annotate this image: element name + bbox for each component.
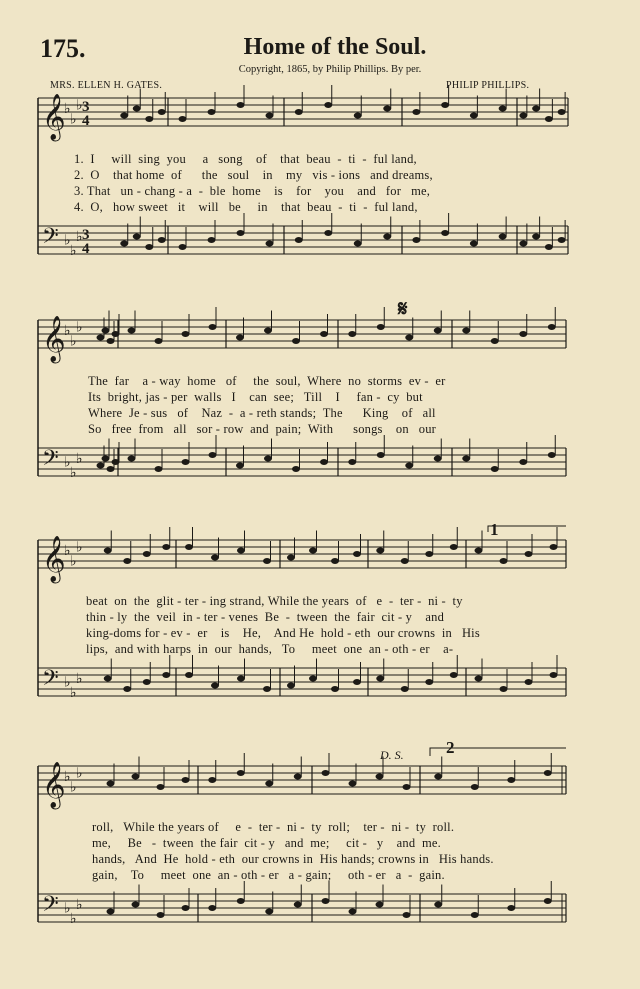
flat-sign: ♭ <box>70 912 77 927</box>
note-head <box>507 777 515 783</box>
note-head <box>185 672 193 678</box>
bass-clef: 𝄢 <box>42 666 59 695</box>
note-head <box>320 459 328 465</box>
flat-sign: ♭ <box>76 766 83 782</box>
note-head <box>292 338 300 344</box>
note-head <box>179 244 187 250</box>
note-head <box>266 113 274 119</box>
note-head <box>545 116 553 122</box>
second-ending-marker: 2 <box>446 738 455 757</box>
note-head <box>208 777 216 783</box>
flat-sign: ♭ <box>76 540 83 556</box>
flat-sign: ♭ <box>76 898 83 913</box>
note-head <box>525 679 533 685</box>
flat-sign: ♭ <box>64 324 71 339</box>
lyric-line: Where Je - sus of Naz - a - reth stands; The King of all <box>88 406 436 420</box>
first-ending-bracket <box>488 526 566 532</box>
note-head <box>120 241 128 247</box>
note-head <box>102 456 110 462</box>
lyric-line: 2. O that home of the soul in my vis - ions and dreams, <box>74 168 433 182</box>
note-head <box>143 679 151 685</box>
lyric-line: 3. That un - chang - a - ble home is for you and for me, <box>74 184 431 198</box>
note-head <box>158 237 166 243</box>
note-head <box>97 463 105 469</box>
note-head <box>155 338 163 344</box>
flat-sign: ♭ <box>76 320 83 336</box>
note-head <box>348 459 356 465</box>
note-head <box>133 106 141 112</box>
time-signature: 3 <box>82 99 90 115</box>
note-head <box>185 544 193 550</box>
time-signature: 3 <box>82 227 90 243</box>
note-head <box>450 544 458 550</box>
note-head <box>470 241 478 247</box>
note-head <box>349 909 357 915</box>
note-head <box>550 544 558 550</box>
note-head <box>237 230 245 236</box>
lyric-line: me, Be - tween the fair cit - y and me; cit - y and me. <box>92 836 441 850</box>
lyric-line: beat on the glit - ter - ing strand, While the years of e - ter - ni - ty <box>86 594 463 608</box>
note-head <box>376 774 384 780</box>
note-head <box>264 328 272 334</box>
note-head <box>434 456 442 462</box>
note-head <box>236 335 244 341</box>
note-head <box>499 106 507 112</box>
flat-sign: ♭ <box>64 901 71 917</box>
note-head <box>558 237 566 243</box>
note-head <box>107 466 115 472</box>
flat-sign: ♭ <box>70 780 77 796</box>
note-head <box>107 909 115 915</box>
note-head <box>525 551 533 557</box>
note-head <box>263 558 271 564</box>
note-head <box>532 234 540 240</box>
note-head <box>507 905 515 911</box>
note-head <box>157 912 165 918</box>
note-head <box>158 109 166 115</box>
note-head <box>519 241 527 247</box>
note-head <box>309 548 317 554</box>
note-head <box>401 686 409 692</box>
lyric-line: roll, While the years of e - ter - ni - ty roll; ter - ni - ty roll. <box>92 820 455 834</box>
dal-segno-mark: D. S. <box>380 748 404 762</box>
note-head <box>209 324 217 330</box>
note-head <box>434 774 442 780</box>
note-head <box>132 774 140 780</box>
hymn-number: 175. <box>40 34 86 63</box>
note-head <box>558 109 566 115</box>
note-head <box>470 113 478 119</box>
lyric-line: lips, and with harps in our hands, To meet one an - oth - er a- <box>86 642 454 656</box>
note-head <box>237 770 245 776</box>
note-head <box>545 244 553 250</box>
note-head <box>354 113 362 119</box>
note-head <box>324 230 332 236</box>
treble-clef: 𝄞 <box>42 316 66 361</box>
hymn-title: Home of the Soul. <box>243 34 427 60</box>
note-head <box>237 898 245 904</box>
lyric-line: So free from all sor - row and pain; With songs on our <box>88 422 437 436</box>
note-head <box>412 109 420 115</box>
note-head <box>104 548 112 554</box>
note-head <box>162 544 170 550</box>
note-head <box>376 548 384 554</box>
flat-sign: ♭ <box>70 244 77 259</box>
note-head <box>182 331 190 337</box>
note-head <box>412 237 420 243</box>
note-head <box>112 331 120 337</box>
note-head <box>97 335 105 341</box>
note-head <box>295 237 303 243</box>
treble-clef: 𝄞 <box>42 762 66 807</box>
note-head <box>132 902 140 908</box>
note-head <box>383 106 391 112</box>
composer-credit: PHILIP PHILLIPS. <box>446 80 530 91</box>
note-head <box>143 551 151 557</box>
treble-clef: 𝄞 <box>42 536 66 581</box>
note-head <box>237 102 245 108</box>
note-head <box>211 555 219 561</box>
note-head <box>265 909 273 915</box>
note-head <box>133 234 141 240</box>
note-head <box>123 686 131 692</box>
note-head <box>322 770 330 776</box>
note-head <box>162 672 170 678</box>
note-head <box>532 106 540 112</box>
flat-sign: ♭ <box>70 686 77 701</box>
flat-sign: ♭ <box>64 102 71 117</box>
note-head <box>383 234 391 240</box>
first-ending-marker: 1 <box>490 520 499 539</box>
note-head <box>548 452 556 458</box>
note-head <box>145 244 153 250</box>
flat-sign: ♭ <box>64 544 71 559</box>
note-head <box>128 456 136 462</box>
note-head <box>182 905 190 911</box>
note-head <box>208 109 216 115</box>
note-head <box>237 676 245 682</box>
flat-sign: ♭ <box>64 455 71 471</box>
note-head <box>322 898 330 904</box>
note-head <box>104 676 112 682</box>
note-head <box>519 459 527 465</box>
flat-sign: ♭ <box>64 770 71 785</box>
segno-sign: 𝄋 <box>398 296 408 321</box>
lyric-line: hands, And He hold - eth our crowns in His hands; crowns in His hands. <box>92 852 494 866</box>
note-head <box>544 770 552 776</box>
note-head <box>157 784 165 790</box>
note-head <box>377 452 385 458</box>
note-head <box>263 686 271 692</box>
note-head <box>266 241 274 247</box>
note-head <box>353 551 361 557</box>
note-head <box>112 459 120 465</box>
note-head <box>441 230 449 236</box>
note-head <box>331 558 339 564</box>
note-head <box>107 338 115 344</box>
note-head <box>309 676 317 682</box>
lyric-line: 1. I will sing you a song of that beau - ti - ful land, <box>74 152 417 166</box>
note-head <box>155 466 163 472</box>
note-head <box>403 912 411 918</box>
note-head <box>434 328 442 334</box>
note-head <box>331 686 339 692</box>
bass-clef: 𝄢 <box>42 224 59 253</box>
copyright-line: Copyright, 1865, by Philip Phillips. By per. <box>238 64 422 75</box>
note-head <box>401 558 409 564</box>
note-head <box>287 555 295 561</box>
note-head <box>265 781 273 787</box>
note-head <box>550 672 558 678</box>
bass-clef: 𝄢 <box>42 892 59 921</box>
bass-clef: 𝄢 <box>42 446 59 475</box>
flat-sign: ♭ <box>70 554 77 570</box>
note-head <box>324 102 332 108</box>
note-head <box>376 902 384 908</box>
note-head <box>208 905 216 911</box>
flat-sign: ♭ <box>70 112 77 128</box>
lyric-line: 4. O, how sweet it will be in that beau - ti - ful land, <box>74 200 418 214</box>
note-head <box>123 558 131 564</box>
note-head <box>294 774 302 780</box>
note-head <box>349 781 357 787</box>
flat-sign: ♭ <box>70 466 77 481</box>
note-head <box>236 463 244 469</box>
note-head <box>499 234 507 240</box>
lyric-line: king-doms for - ev - er is He, And He hold - eth our crowns in His <box>86 626 480 640</box>
note-head <box>450 672 458 678</box>
note-head <box>405 463 413 469</box>
note-head <box>320 331 328 337</box>
note-head <box>471 784 479 790</box>
treble-clef: 𝄞 <box>42 94 66 139</box>
note-head <box>179 116 187 122</box>
note-head <box>182 459 190 465</box>
note-head <box>211 683 219 689</box>
lyric-line: The far a - way home of the soul, Where no storms ev - er <box>88 374 446 388</box>
note-head <box>500 686 508 692</box>
note-head <box>292 466 300 472</box>
note-head <box>475 676 483 682</box>
flat-sign: ♭ <box>76 98 83 114</box>
note-head <box>128 328 136 334</box>
note-head <box>548 324 556 330</box>
note-head <box>208 237 216 243</box>
flat-sign: ♭ <box>70 334 77 350</box>
note-head <box>441 102 449 108</box>
note-head <box>519 331 527 337</box>
note-head <box>376 676 384 682</box>
note-head <box>295 109 303 115</box>
note-head <box>348 331 356 337</box>
note-head <box>182 777 190 783</box>
note-head <box>120 113 128 119</box>
note-head <box>353 679 361 685</box>
note-head <box>425 551 433 557</box>
note-head <box>294 902 302 908</box>
note-head <box>434 902 442 908</box>
note-head <box>462 456 470 462</box>
time-signature: 4 <box>82 113 90 129</box>
time-signature: 4 <box>82 241 90 257</box>
note-head <box>107 781 115 787</box>
note-head <box>425 679 433 685</box>
author-credit: MRS. ELLEN H. GATES. <box>50 80 163 91</box>
note-head <box>462 328 470 334</box>
note-head <box>475 548 483 554</box>
note-head <box>264 456 272 462</box>
note-head <box>500 558 508 564</box>
note-head <box>237 548 245 554</box>
flat-sign: ♭ <box>76 230 83 245</box>
note-head <box>491 338 499 344</box>
note-head <box>403 784 411 790</box>
flat-sign: ♭ <box>64 233 71 249</box>
flat-sign: ♭ <box>64 675 71 691</box>
note-head <box>145 116 153 122</box>
note-head <box>102 328 110 334</box>
flat-sign: ♭ <box>76 672 83 687</box>
note-head <box>354 241 362 247</box>
note-head <box>471 912 479 918</box>
lyric-line: thin - ly the veil in - ter - venes Be - tween the fair cit - y and <box>86 610 445 624</box>
note-head <box>519 113 527 119</box>
note-head <box>544 898 552 904</box>
note-head <box>287 683 295 689</box>
note-head <box>377 324 385 330</box>
note-head <box>405 335 413 341</box>
note-head <box>209 452 217 458</box>
lyric-line: Its bright, jas - per walls I can see; Till I fan - cy but <box>88 390 423 404</box>
lyric-line: gain, To meet one an - oth - er a - gain; oth - er a - gain. <box>92 868 445 882</box>
flat-sign: ♭ <box>76 452 83 467</box>
note-head <box>491 466 499 472</box>
